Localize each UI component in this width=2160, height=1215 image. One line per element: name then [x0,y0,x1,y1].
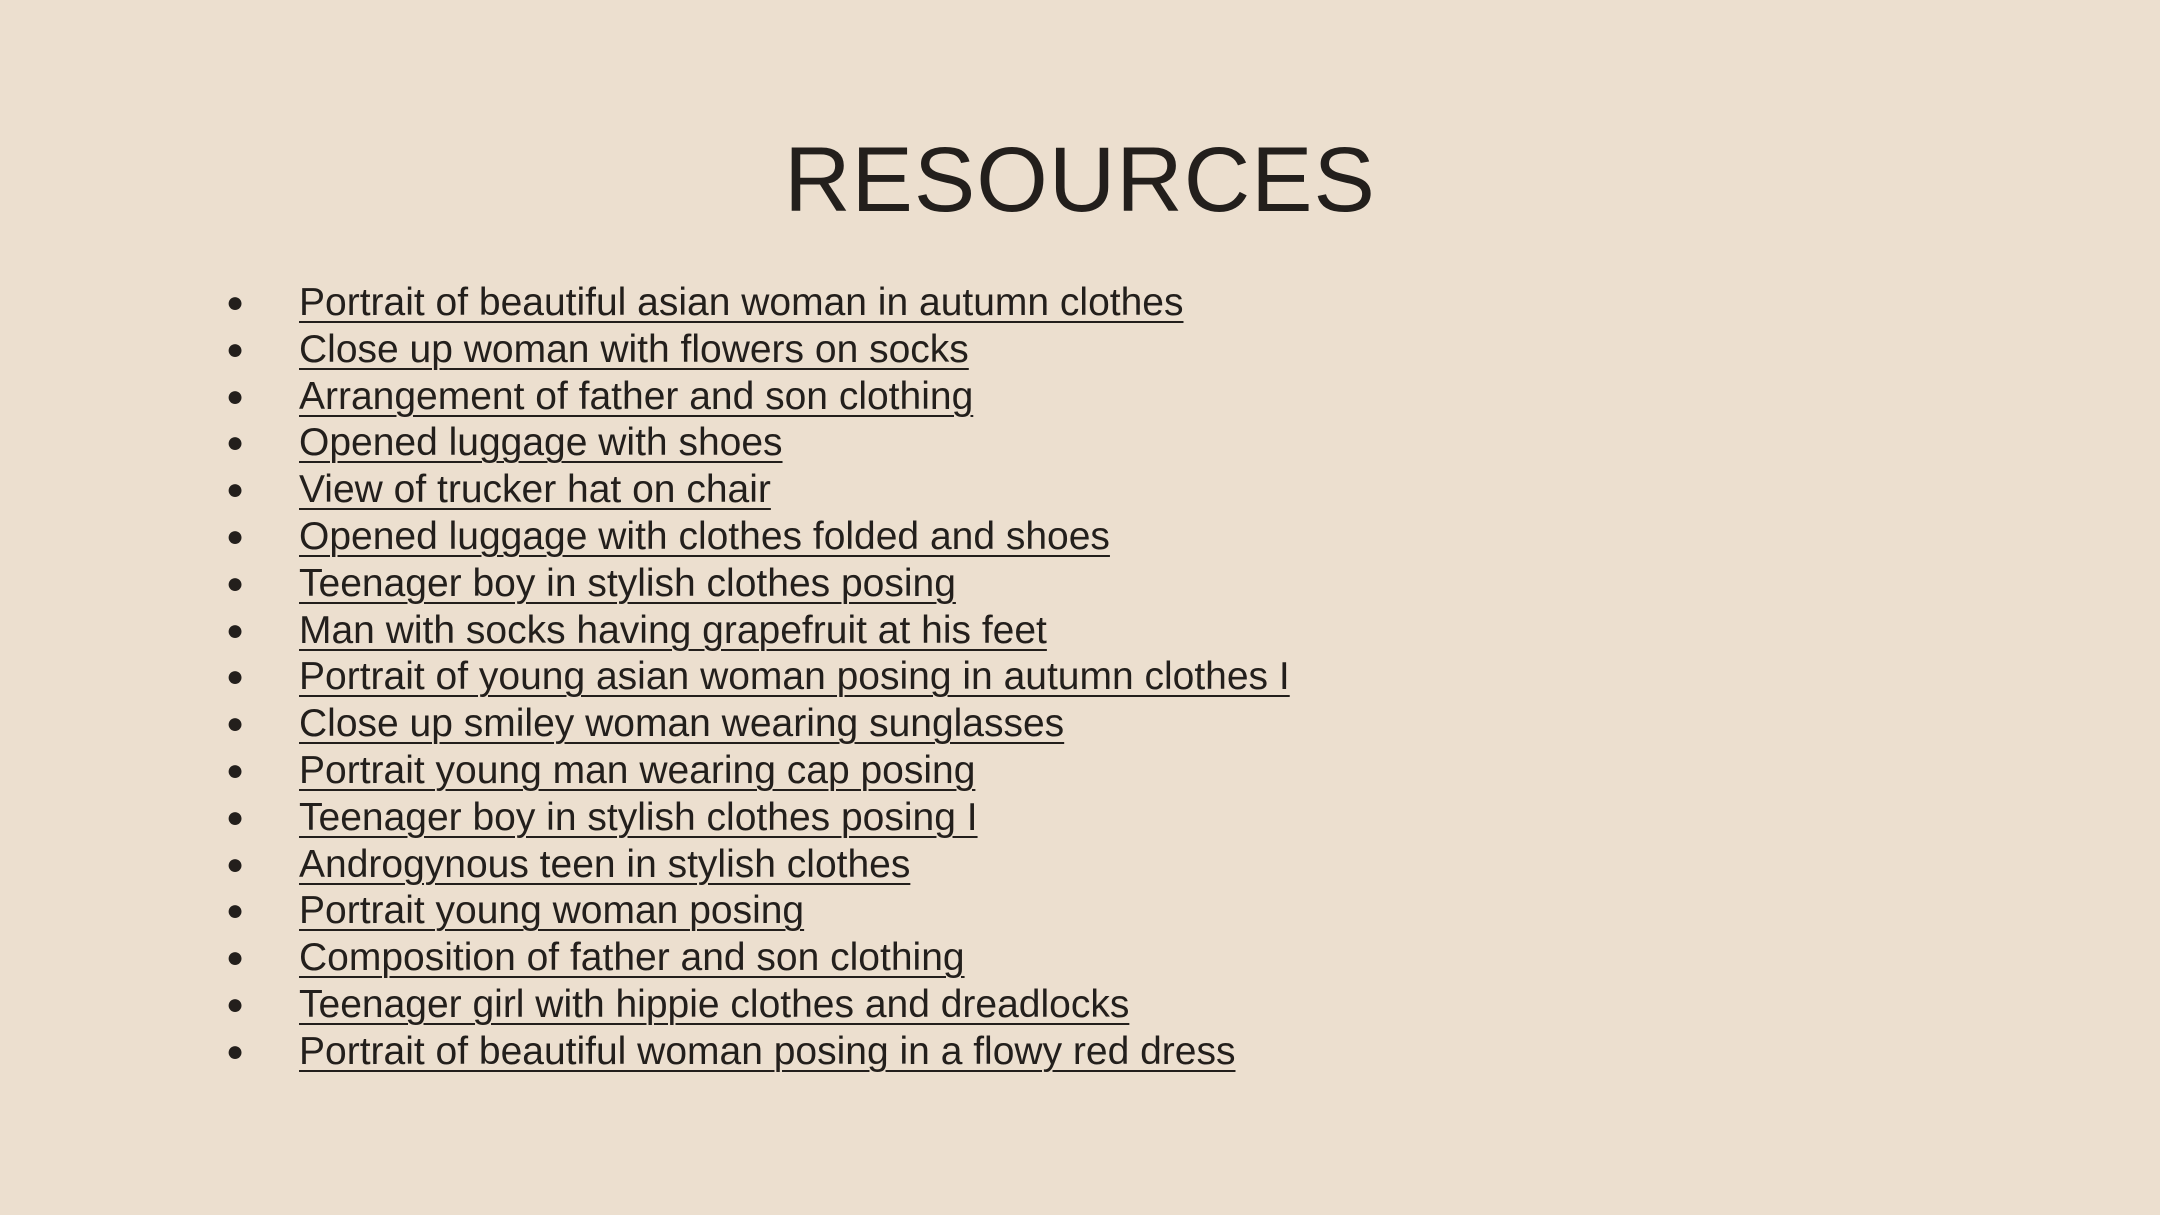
bullet-icon: ● [226,660,245,694]
bullet-icon: ● [226,987,245,1021]
resource-link[interactable]: Man with socks having grapefruit at his feet [299,608,1047,652]
bullet-icon: ● [226,894,245,928]
list-item [226,701,1290,748]
bullet-icon: ● [226,286,245,319]
resource-link[interactable]: Portrait of beautiful asian woman in autumn clothes [299,281,1184,324]
bullet-icon: ● [226,332,245,366]
page-title: RESOURCES [784,129,1376,231]
list-item [226,327,1290,374]
resource-link[interactable]: Close up woman with flowers on socks [299,327,969,371]
resource-link[interactable]: Opened luggage with clothes folded and shoes [299,514,1110,558]
bullet-icon: ● [226,941,245,975]
resource-link[interactable]: Portrait young man wearing cap posing [299,748,976,792]
resource-link[interactable]: Arrangement of father and son clothing [299,374,974,418]
list-item [226,561,1290,608]
bullet-icon: ● [226,613,245,647]
resource-link[interactable]: Portrait young woman posing [299,889,805,933]
list-item [226,982,1290,1029]
list-item [226,514,1290,561]
list-item [226,795,1290,842]
resource-link[interactable]: Teenager girl with hippie clothes and dreadlocks [299,982,1130,1026]
list-item [226,654,1290,701]
resource-link[interactable]: Composition of father and son clothing [299,936,965,980]
list-item [226,280,1290,327]
resource-link[interactable]: Opened luggage with shoes [299,421,783,465]
bullet-icon: ● [226,847,245,881]
resource-link[interactable]: Portrait of beautiful woman posing in a flowy red dress [299,1029,1236,1073]
bullet-icon: ● [226,379,245,413]
bullet-icon: ● [226,707,245,741]
list-item [226,420,1290,467]
bullet-icon: ● [226,800,245,834]
resource-link[interactable]: Teenager boy in stylish clothes posing [299,561,956,605]
bullet-icon: ● [226,426,245,460]
list-item [226,1029,1290,1076]
list-item [226,374,1290,421]
list-item [226,467,1290,514]
bullet-icon: ● [226,1034,245,1068]
resource-link[interactable]: Androgynous teen in stylish clothes [299,842,911,886]
list-item [226,608,1290,655]
resource-link[interactable]: Teenager boy in stylish clothes posing I [299,795,978,839]
resource-link[interactable]: View of trucker hat on chair [299,468,771,512]
list-item [226,935,1290,982]
bullet-icon: ● [226,566,245,600]
bullet-icon: ● [226,519,245,553]
resource-list [226,280,1290,1076]
list-item [226,748,1290,795]
list-item [226,842,1290,889]
resource-link[interactable]: Close up smiley woman wearing sunglasses [299,702,1065,746]
resource-link[interactable]: Portrait of young asian woman posing in autumn clothes I [299,655,1290,699]
bullet-icon: ● [226,473,245,507]
bullet-icon: ● [226,753,245,787]
list-item [226,888,1290,935]
